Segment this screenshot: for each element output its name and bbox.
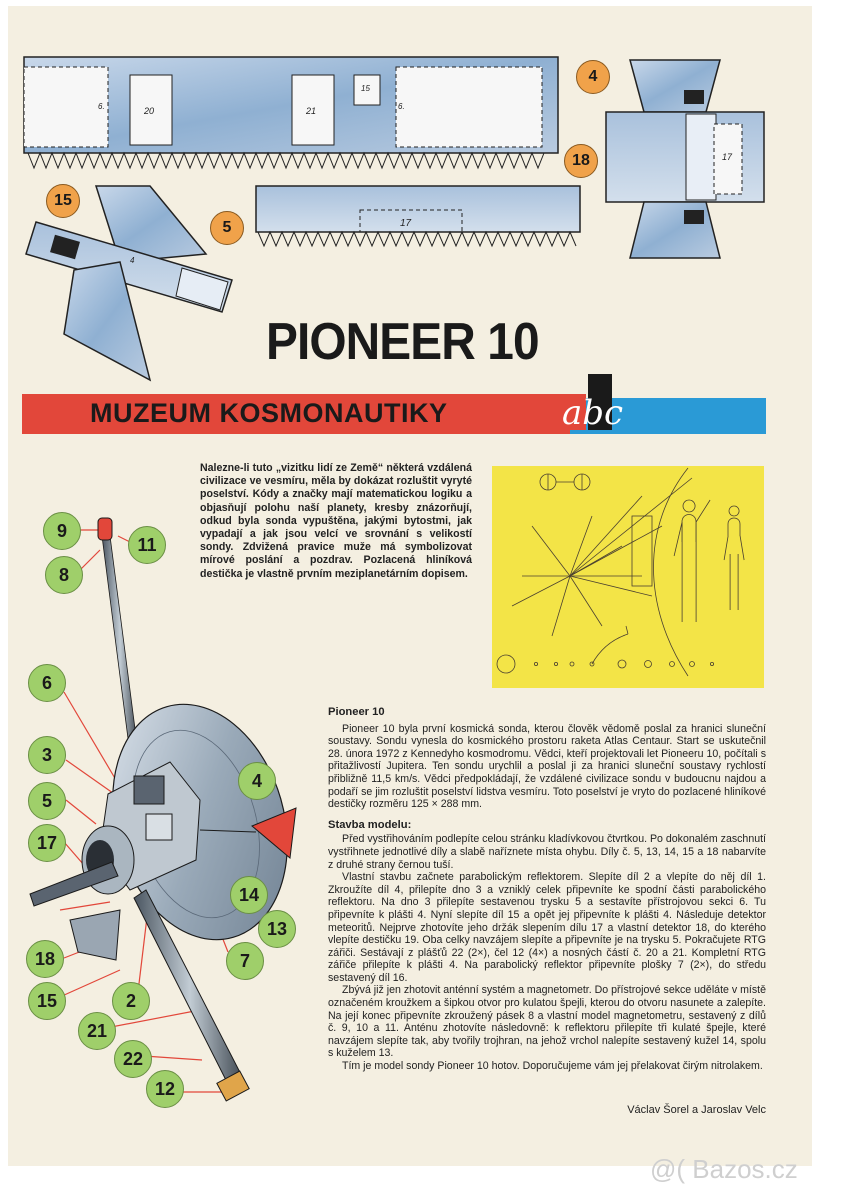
callout-13: 13 [258, 910, 296, 948]
strip-label-15: 15 [361, 84, 370, 93]
callout-cutout-5: 5 [210, 211, 244, 245]
cutout-cross-18 [606, 60, 764, 258]
abc-logo-text: abc [562, 393, 624, 433]
callout-14: 14 [230, 876, 268, 914]
strip-label-21: 21 [306, 106, 317, 116]
article-heading: Pioneer 10 [328, 706, 385, 718]
callout-11: 11 [128, 526, 166, 564]
callout-21: 21 [78, 1012, 116, 1050]
callout-cutout-4: 4 [576, 60, 610, 94]
article-paragraph-1: Pioneer 10 byla první kosmická sonda, kterou člověk vědomě poslal za hranici sluneční soustavy. Sondu vynesla do kosmického prostoru raketa Atlas Centaur. Start se uskutečnil 28. února 1972 z Kennedyho kosmodromu. Vědci, kteří projektovali let Pioneeru 10, počítali s přitažlivostí Jupitera. Ten sondu urychlil a poslal ji za hranici sluneční soustavy rychlostí přibližně 11,5 km/s. Vědci předpokládají, že vzdálené civilizace sondu v budoucnu najdou a podaří se jim rozluštit poselství lidstva vesmíru. Toto poselství je vryto do pozlacené hliníkové destičky rozměru 125 × 288 mm. [328, 722, 766, 811]
callout-3: 3 [28, 736, 66, 774]
callout-5: 5 [28, 782, 66, 820]
author-credit: Václav Šorel a Jaroslav Velc [627, 1104, 766, 1116]
callout-2: 2 [112, 982, 150, 1020]
callout-7: 7 [226, 942, 264, 980]
page-title: PIONEER 10 [266, 313, 539, 371]
abc-logo [548, 372, 644, 436]
callout-15: 15 [28, 982, 66, 1020]
strip-label-17: 17 [400, 218, 412, 229]
article-paragraph-5: Tím je model sondy Pioneer 10 hotov. Doporučujeme vám jej přelakovat čirým nitrolakem. [342, 1060, 763, 1073]
intro-paragraph: Nalezne-li tuto „vizitku lidí ze Země“ některá vzdálená civilizace ve vesmíru, měla by dokázat rozluštit vyryté poselství. Kódy a značky mají matematickou logiku a objasňují polohu naší planety, kresby znázorňují, odkud byla sonda vypuštěna, jakými bytostmi, jak vypadají a jak jsou velcí ve srovnání s velikostí sondy. Zdvižená pravice muže má symbolizovat mírové poslání a pozdrav. Pozlacená hliníková destička je vlastně prvním meziplanetárním dopisem. [200, 462, 472, 580]
strip-label-20: 20 [144, 106, 155, 116]
cutout-strip-17 [256, 186, 580, 246]
article-paragraph-3: Vlastní stavbu začnete parabolickým reflektorem. Slepíte díl 2 a vlepíte do něj díl 1. Zkroužíte díl 4, přilepíte dno 3 a vzniklý celek připevníte ke spodní části parabolického reflektoru. Na dno 3 přilepíte sestavenou trysku 5 a sestavíte přístrojovou sekci 6. Tu připevníte k plášti 4. Nyní slepíte díl 15 a opět jej připevníte k plášti 4. Následuje detektor meteoritů. Nejprve zhotovíte jeho držák slepením dílu 17 a vlastní detektor 18, do kterého vlepíte destičku 19. Oba celky navzájem slepíte a připevníte je na trysku 5. Pokračujete RTG zářiči. Sestávají z plášťů 22 (2×), čel 12 (4×) a nosných částí č. 20 a 21. Kompletní RTG zářiče přilepíte k plášti 4. Na parabolický reflektor připevníte plošky 7 (2×), do středu sestavený díl 16. [328, 871, 766, 984]
callout-cutout-18: 18 [564, 144, 598, 178]
callout-12: 12 [146, 1070, 184, 1108]
cross-label-17: 17 [722, 152, 733, 162]
banner-title: MUZEUM KOSMONAUTIKY [90, 398, 448, 428]
callout-9: 9 [43, 512, 81, 550]
strip-label-6a: 6. [98, 102, 105, 111]
callout-17: 17 [28, 824, 66, 862]
watermark: @( Bazos.cz [650, 1154, 798, 1184]
article-paragraph-2: Před vystřihováním podlepíte celou stránku kladívkovou čtvrtkou. Po dokonalém zaschnutí vystřihnete jednotlivé díly a slabě naříznete místa ohybu. Díly č. 5, 13, 14, 15 a 18 nabarvíte z druhé strany černou tuší. [328, 833, 766, 871]
callout-4: 4 [238, 762, 276, 800]
callout-6: 6 [28, 664, 66, 702]
article-body [328, 706, 766, 1073]
wing-label-4: 4 [130, 256, 135, 265]
cutout-strip-top [24, 57, 558, 168]
callout-22: 22 [114, 1040, 152, 1078]
article-subheading: Stavba modelu: [328, 818, 412, 831]
article-paragraph-4: Zbývá již jen zhotovit anténní systém a magnetometr. Do přístrojové sekce uděláte v místě označeném kroužkem a šipkou otvor pro kulatou špejli, kterou do otvoru nasunete a zalepíte. Na její konec připevníte zkroužený pásek 8 a vlastní model magnetometru, sestavený z dílů č. 9, 10 a 11. Anténu zhotovíte následovně: k reflektoru přilepíte tři kulaté špejle, které navzájem slepíte tak, aby tvořily trojhran, na jehož vrchol nalepíte sestavený kužel 14, spolu s kuželem 13. [328, 984, 766, 1060]
callout-18: 18 [26, 940, 64, 978]
callout-8: 8 [45, 556, 83, 594]
spacecraft-diagram [0, 500, 330, 1140]
callout-cutout-15: 15 [46, 184, 80, 218]
strip-label-6b: 6. [398, 102, 405, 111]
pioneer-plaque [492, 466, 764, 688]
